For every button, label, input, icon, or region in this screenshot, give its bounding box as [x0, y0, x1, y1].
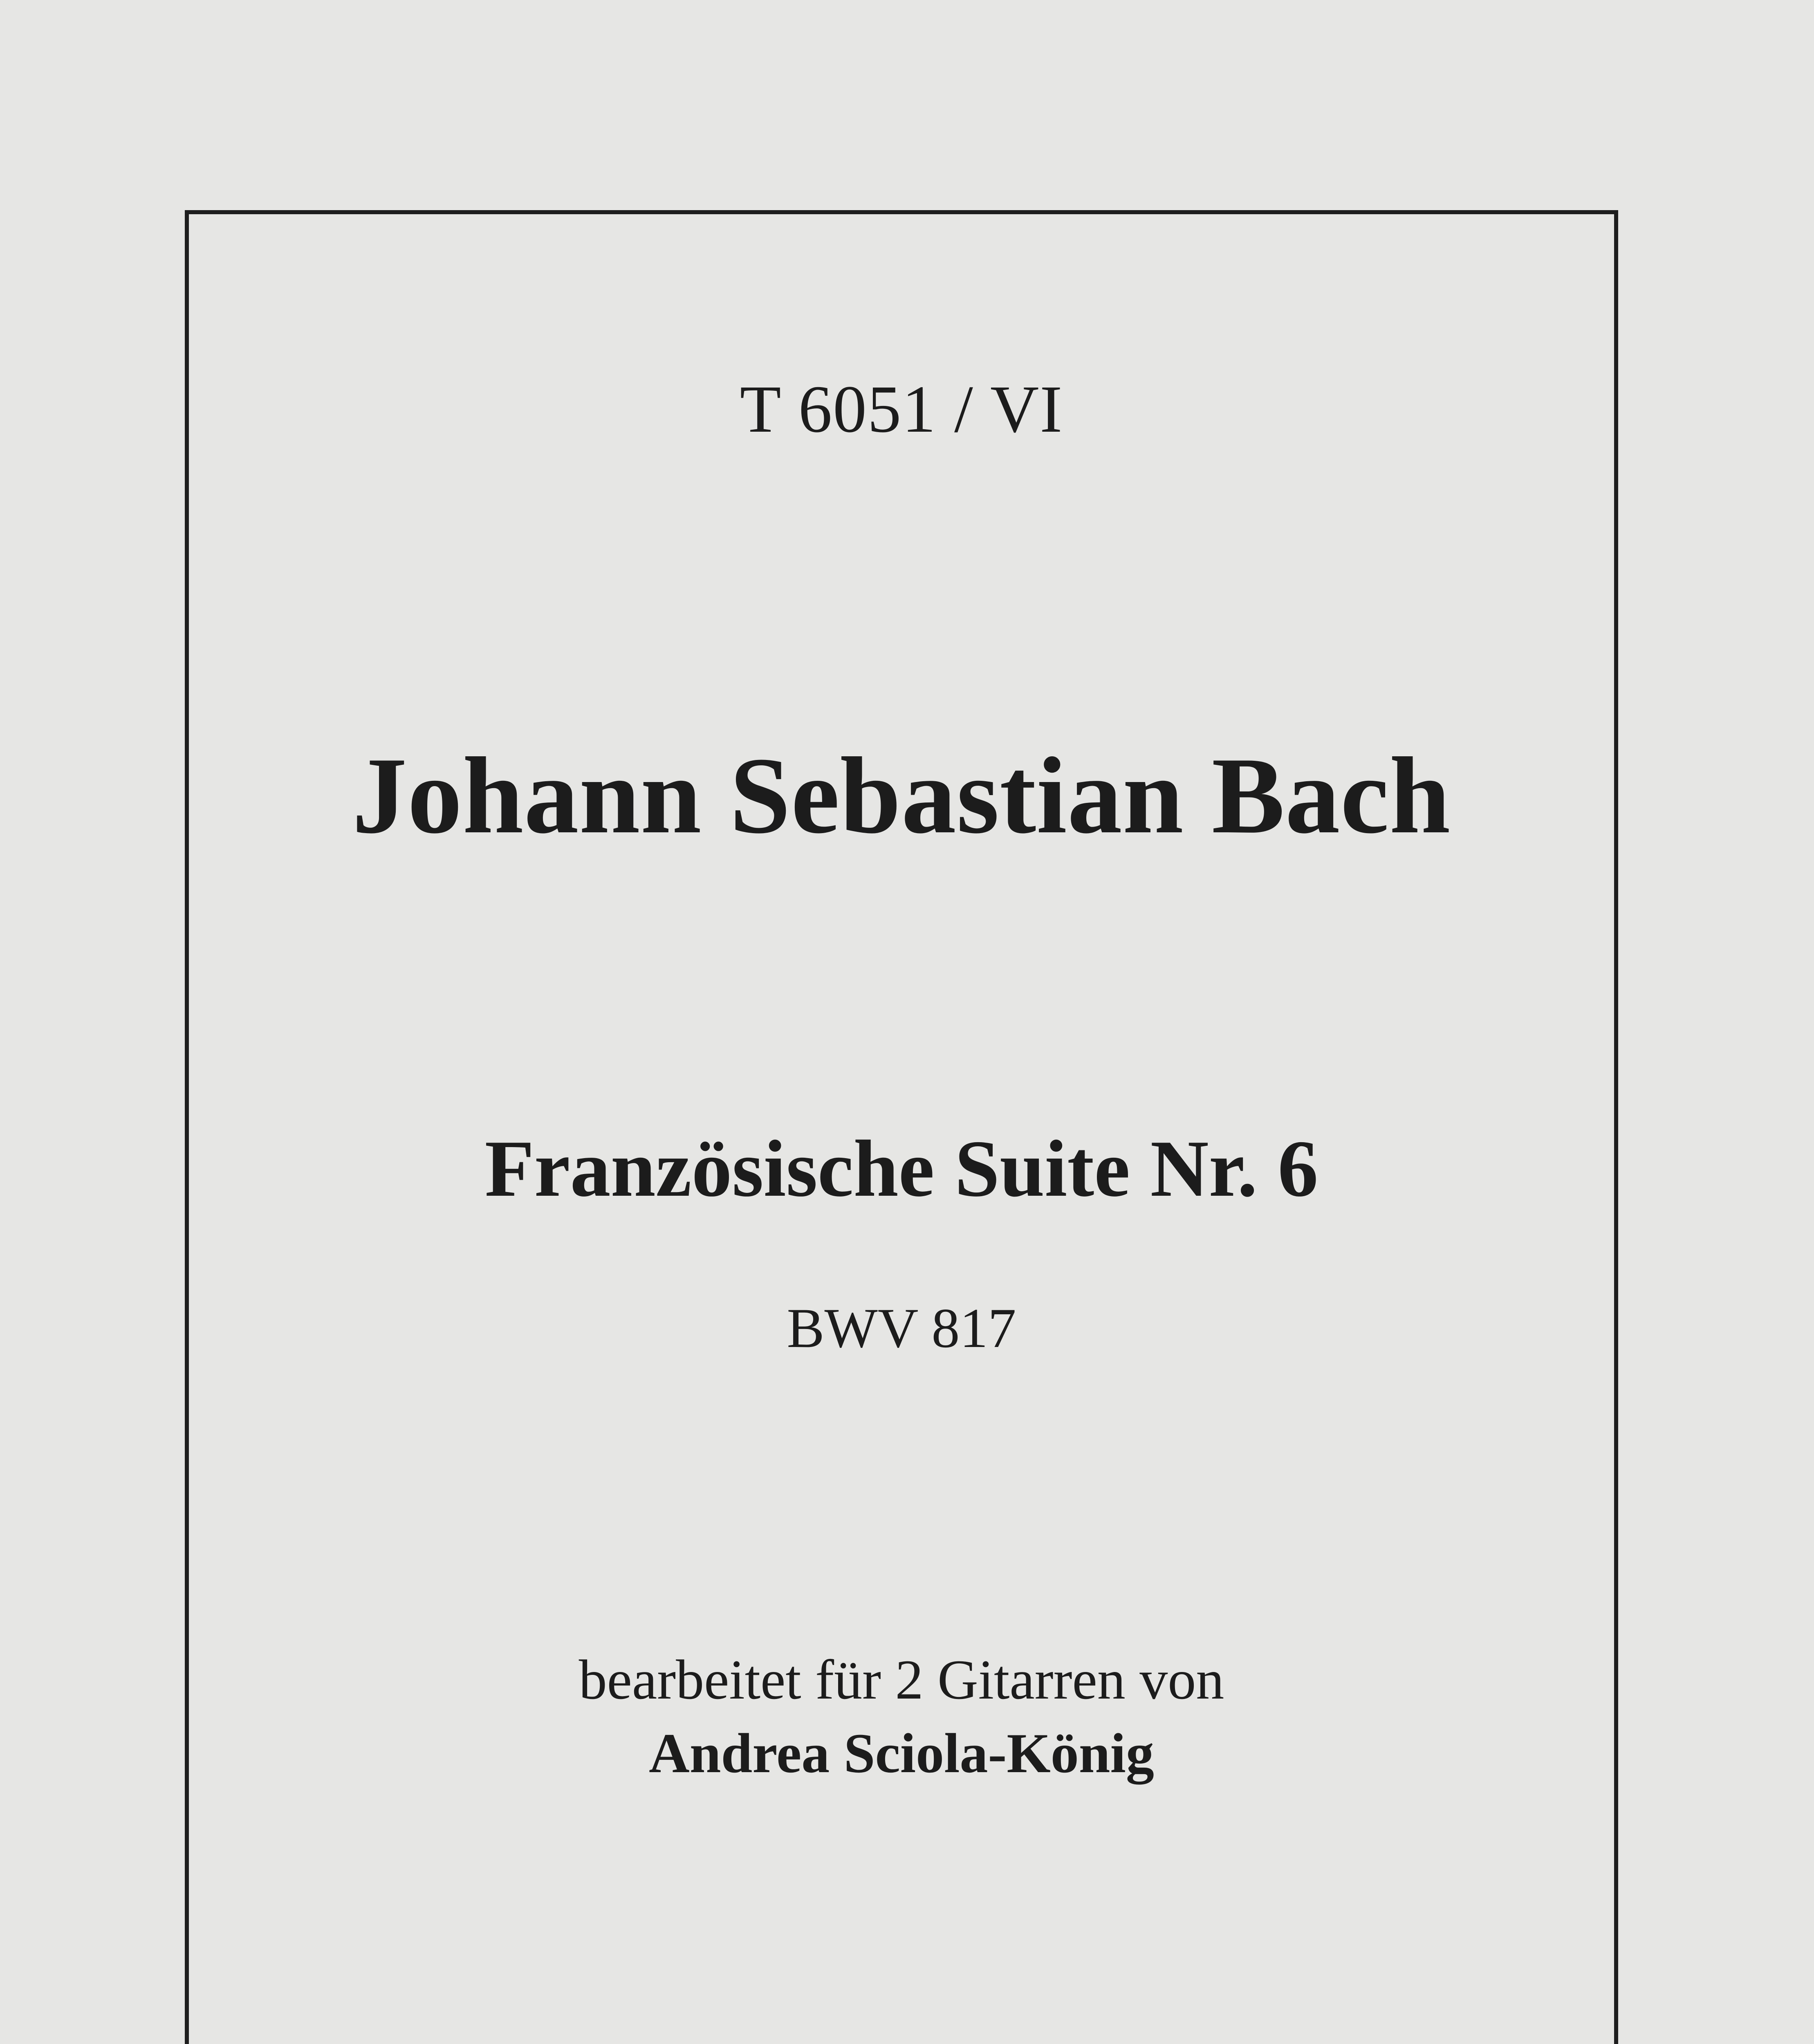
- bwv-number: BWV 817: [787, 1297, 1016, 1359]
- catalog-code: T 6051 / VI: [740, 372, 1063, 446]
- work-title: Französische Suite Nr. 6: [484, 1124, 1318, 1213]
- arrangement-note: bearbeitet für 2 Gitarren von: [579, 1648, 1224, 1711]
- composer-name: Johann Sebastian Bach: [352, 735, 1451, 856]
- arranger-name: Andrea Sciola-König: [649, 1722, 1154, 1784]
